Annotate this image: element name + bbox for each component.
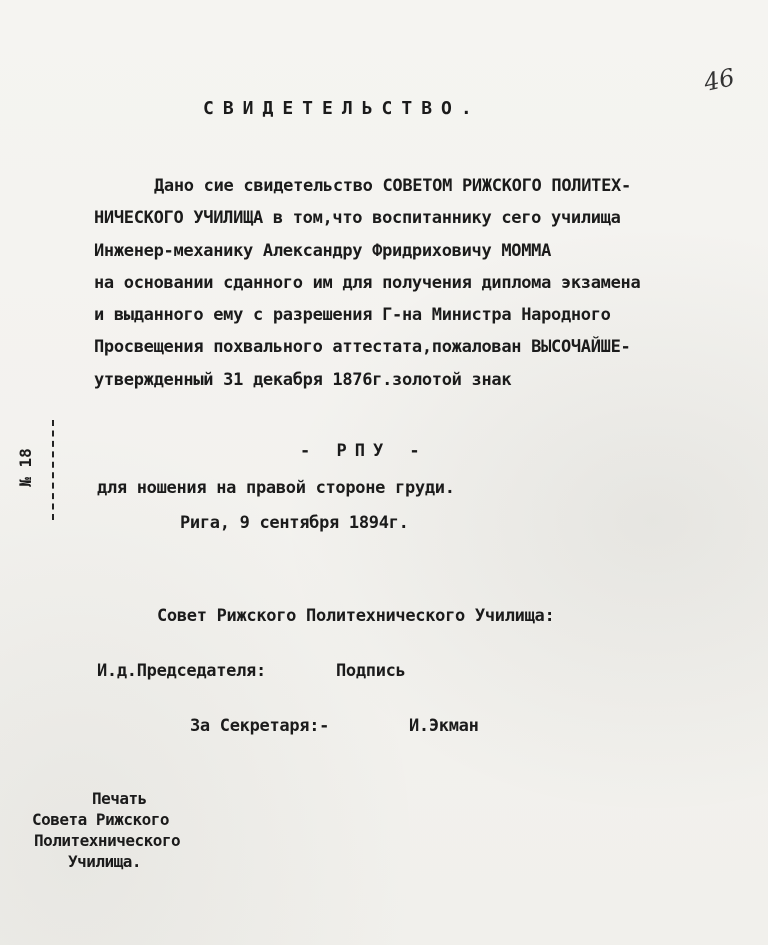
place-and-date: Рига, 9 сентября 1894г. <box>180 513 409 533</box>
council-heading: Совет Рижского Политехнического Училища: <box>157 606 555 626</box>
page-number: 46 <box>701 63 738 97</box>
registry-number: № 18 <box>15 448 35 487</box>
chair-signature: Подпись <box>336 661 406 681</box>
document-title: СВИДЕТЕЛЬСТВО. <box>203 98 481 119</box>
badge-purpose: для ношения на правой стороне груди. <box>97 478 455 498</box>
body-line: Просвещения похвального аттестата,пожалован ВЫСОЧАЙШЕ- <box>94 337 631 358</box>
seal-note <box>32 788 180 872</box>
seal-line: Училища. <box>68 852 142 871</box>
seal-line: Политехнического <box>34 831 181 850</box>
chair-label: И.д.Председателя: <box>97 661 266 681</box>
bleed-through-texture <box>608 440 748 760</box>
body-line: и выданного ему с разрешения Г-на Министра Народного <box>94 305 611 326</box>
body-line: на основании сданного им для получения диплома экзамена <box>94 272 641 293</box>
seal-line: Печать <box>92 789 147 808</box>
margin-registry-number <box>12 420 72 530</box>
secretary-name: И.Экман <box>409 716 479 736</box>
badge-name: - РПУ - <box>300 441 428 461</box>
secretary-label: За Секретаря:- <box>190 716 330 736</box>
body-line: Дано сие свидетельство СОВЕТОМ РИЖСКОГО ПОЛИТЕХ- <box>154 176 631 196</box>
body-line: Инженер-механику Александру Фридриховичу МОММА <box>94 240 552 261</box>
body-line: НИЧЕСКОГО УЧИЛИЩА в том,что воспитаннику сего училища <box>94 208 621 229</box>
certificate-body <box>94 170 764 396</box>
body-line: утвержденный 31 декабря 1876г.золотой знак <box>94 369 512 390</box>
margin-dashed-line <box>52 420 54 520</box>
seal-line: Совета Рижского <box>32 810 169 829</box>
